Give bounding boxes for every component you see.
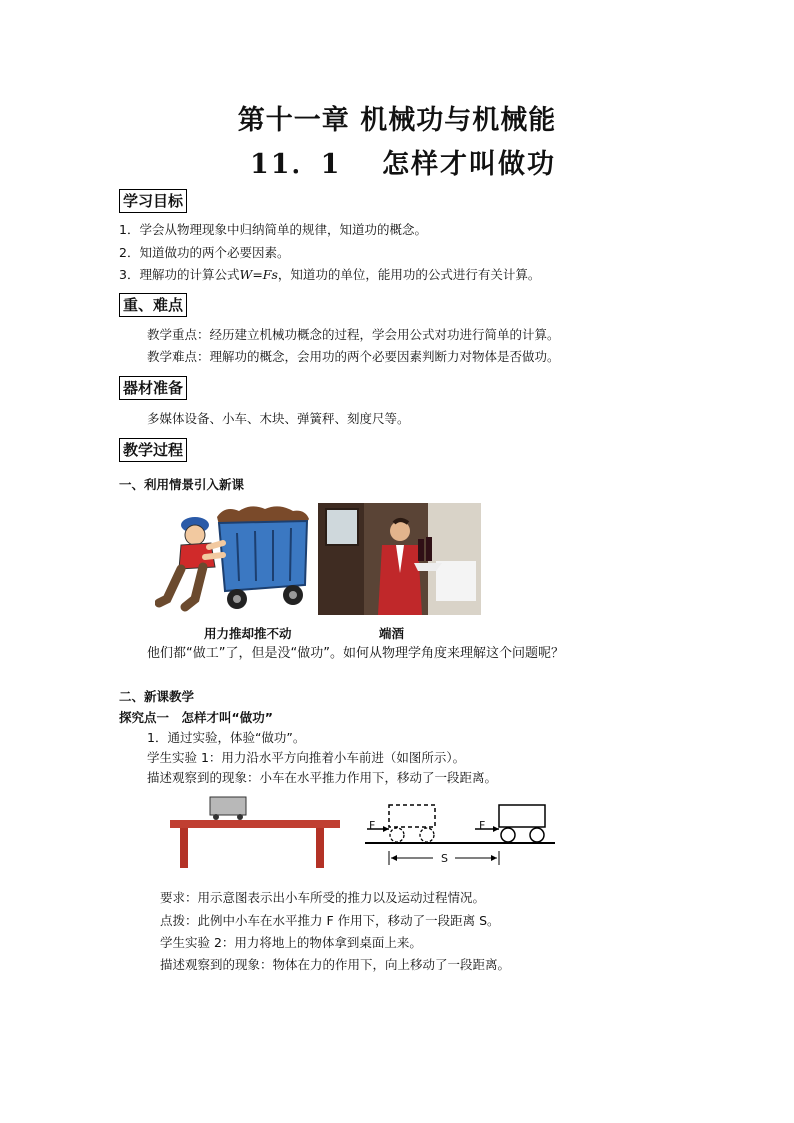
- materials-heading: 器材准备: [119, 376, 187, 400]
- force-displacement-diagram: [363, 801, 557, 869]
- caption-pushing: 用力推却推不动: [204, 626, 292, 641]
- process-heading: 教学过程: [119, 438, 187, 462]
- observation1-text: 描述观察到的现象：小车在水平推力作用下，移动了一段距离。: [147, 770, 498, 785]
- cart-on-table-illustration: [170, 793, 340, 869]
- materials-text: 多媒体设备、小车、木块、弹簧秤、刻度尺等。: [147, 411, 410, 426]
- explore-point-title: 探究点一 怎样才叫“做功”: [119, 710, 273, 725]
- hint-text: 点拨：此例中小车在水平推力 F 作用下，移动了一段距离 S。: [160, 913, 500, 928]
- caption-serving: 端酒: [379, 626, 405, 641]
- section-name: 怎样才叫做功: [382, 149, 556, 180]
- section-number: 11．1: [250, 149, 342, 180]
- experiment2-text: 学生实验 2：用力将地上的物体拿到桌面上来。: [160, 935, 422, 950]
- key-points-heading: 重、难点: [119, 293, 187, 317]
- objective-3: [119, 266, 540, 284]
- requirement-text: 要求：用示意图表示出小车所受的推力以及运动过程情况。: [160, 890, 486, 905]
- teaching-focus: 教学重点：经历建立机械功概念的过程，学会用公式对功进行简单的计算。: [147, 327, 560, 342]
- part1-title: 一、利用情景引入新课: [119, 477, 245, 492]
- objective-3-rest: ，知道功的单位，能用功的公式进行有关计算。: [277, 267, 541, 282]
- objective-1: 1．学会从物理现象中归纳简单的规律，知道功的概念。: [119, 222, 427, 237]
- part2-title: 二、新课教学: [119, 689, 195, 704]
- intro-question: 他们都“做工”了，但是没“做功”。如何从物理学角度来理解这个问题呢？: [147, 646, 564, 661]
- step1-text: 1．通过实验，体验“做功”。: [147, 730, 306, 745]
- worker-pushing-cart-illustration: [155, 503, 315, 615]
- force-label-right: F: [479, 819, 486, 832]
- experiment1-text: 学生实验 1：用力沿水平方向推着小车前进（如图所示）。: [147, 750, 466, 765]
- teaching-difficulty: 教学难点：理解功的概念，会用功的两个必要因素判断力对物体是否做功。: [147, 349, 560, 364]
- distance-label: S: [441, 852, 448, 865]
- work-formula: W=Fs: [239, 267, 278, 282]
- section-title: [250, 142, 556, 181]
- objective-2: 2．知道做功的两个必要因素。: [119, 245, 290, 260]
- observation2-text: 描述观察到的现象：物体在力的作用下，向上移动了一段距离。: [160, 957, 511, 972]
- force-label-left: F: [369, 819, 376, 832]
- chapter-title: 第十一章 机械功与机械能: [237, 105, 557, 136]
- waiter-serving-wine-photo: [318, 503, 481, 615]
- objectives-heading: 学习目标: [119, 189, 187, 213]
- objective-3-text: 3．理解功的计算公式: [119, 267, 240, 282]
